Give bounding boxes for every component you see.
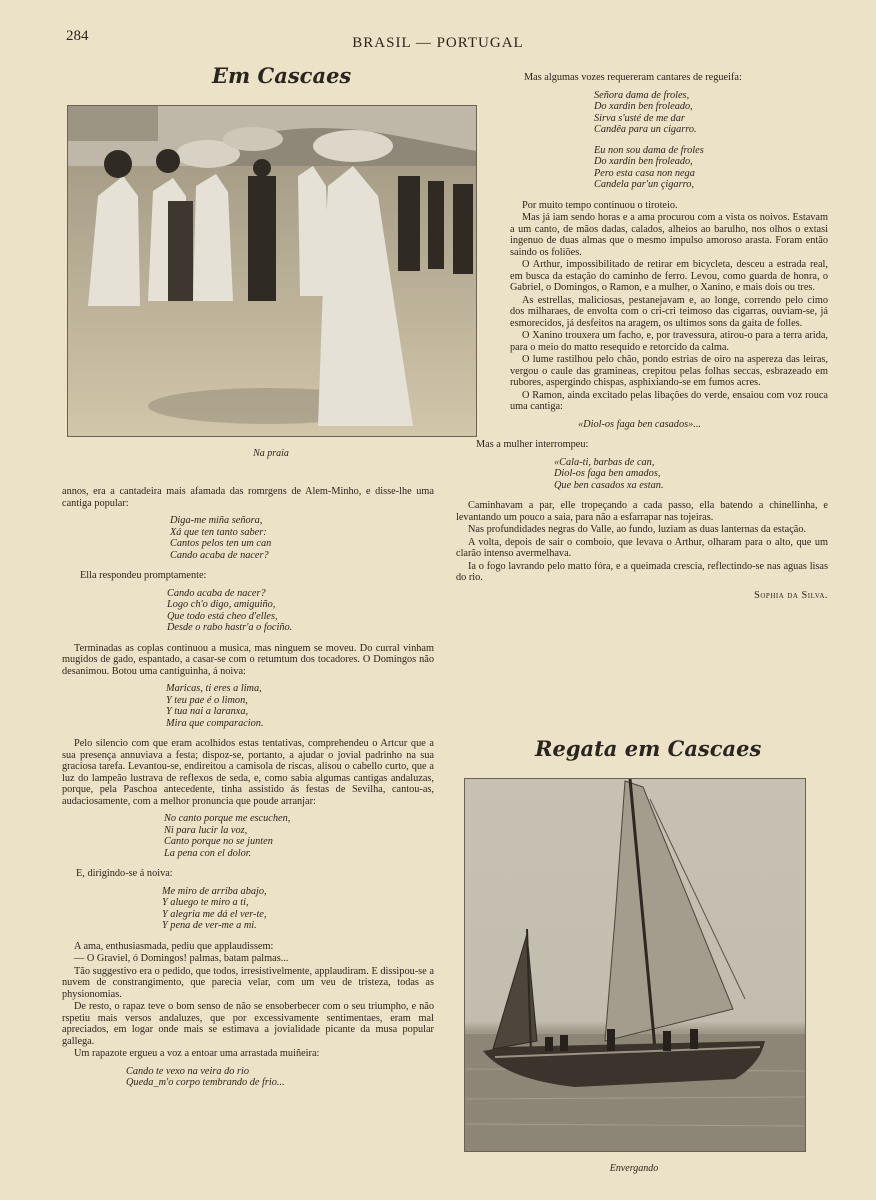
regatta-photo-caption: Envergando bbox=[609, 1163, 659, 1174]
verse-block bbox=[164, 813, 434, 859]
verse-line: Xá que ten tanto saber: bbox=[170, 526, 267, 538]
verse-line: Eu non sou dama de froles bbox=[594, 144, 704, 156]
verse-line: Señora dama de froles, bbox=[594, 89, 690, 101]
verse-line: Diol-os faga ben amados, bbox=[554, 468, 661, 479]
paragraph: O Ramon, ainda excitado pelas libações do verde, ensaiou com voz rouca uma cantiga: bbox=[510, 389, 828, 412]
page-number: 284 bbox=[66, 28, 89, 44]
paragraph: O Xanino trouxera um facho, e, por travessura, atirou-o para a terra arida, para o meio do matto resequido e retorcido da calma. bbox=[510, 330, 828, 353]
verse-line: Maricas, ti eres a lima, bbox=[166, 683, 262, 694]
verse-line: Cando acaba de nacer? bbox=[170, 549, 269, 561]
article-title-em-cascaes: Em Cascaes bbox=[212, 63, 352, 88]
verse-line: Candêa para un cigarro. bbox=[594, 124, 697, 135]
verse-line: No canto porque me escuchen, bbox=[164, 813, 291, 824]
verse-line: Pero esta casa non nega bbox=[594, 167, 695, 179]
verse-line: Do xardin ben froleado, bbox=[594, 101, 693, 112]
verse-line: Ni para lucir la voz, bbox=[164, 824, 248, 836]
verse-line: «Diol-os faga ben casados»... bbox=[578, 418, 701, 430]
sailboat-illustration bbox=[465, 779, 805, 1151]
verse-line: Queda_m'o corpo tembrando de frio... bbox=[126, 1077, 285, 1088]
verse-line: Candela par'un çigarro, bbox=[594, 179, 694, 190]
verse-line: Cantos pelos ten um can bbox=[170, 538, 272, 549]
verse-block bbox=[166, 683, 434, 729]
verse-line: Mira que comparacion. bbox=[166, 717, 264, 729]
verse-block bbox=[554, 457, 828, 492]
verse-line: Desde o rabo hastr'a o fociño. bbox=[167, 622, 293, 633]
paragraph: A volta, depois de sair o comboio, que levava o Arthur, olharam para o alto, que um clarão intenso avermelhava. bbox=[456, 536, 828, 559]
paragraph: Um rapazote ergueu a voz a entoar uma arrastada muiñeira: bbox=[74, 1048, 320, 1059]
verse-block bbox=[594, 90, 828, 136]
verse-line: Do xardin ben froleado, bbox=[594, 156, 693, 167]
beach-photo-illustration bbox=[68, 106, 476, 436]
verse-line: Cando te vexo na veira do rio bbox=[126, 1065, 249, 1077]
verse-line: Y tua nai a laranxa, bbox=[166, 706, 249, 717]
paragraph: Ia o fogo lavrando pelo matto fóra, e a queimada crescia, reflectindo-se nas aguas lisas do rio. bbox=[456, 560, 828, 583]
verse-line: Logo ch'o digo, amiguiño, bbox=[167, 599, 276, 610]
paragraph: Mas já iam sendo horas e a ama procurou com a vista os noivos. Estavam a um canto, de mãos dadas, calados, alheios ao barulho, nos olhos o extasi ingenuo de duas almas que o mesmo impulso amoroso arasta. Foram então saindo os foliões. bbox=[510, 212, 828, 258]
paragraph: As estrellas, maliciosas, pestanejavam e, ao longe, correndo pelo cimo dos milharaes, de envolta com o cri-cri teimoso das cigarras, ouviam-se, já esmorecidos, já desfeitos na aragem, os ultimos sons da gaita de folles. bbox=[510, 294, 828, 329]
beach-photo-caption: Na praia bbox=[253, 448, 289, 459]
verse-line: Y aluego te miro a ti, bbox=[162, 897, 249, 908]
verse-line: Sirva s'usté de me dar bbox=[594, 112, 685, 124]
verse-line: Diga-me miña señora, bbox=[170, 515, 263, 526]
verse-line: Cando acaba de nacer? bbox=[167, 587, 266, 599]
right-column bbox=[456, 72, 828, 601]
paragraph: Caminhavam a par, elle tropeçando a cada passo, ella batendo a chinellinha, e levantando um pouco a saia, para não a esfarrapar nas tojeiras. bbox=[456, 500, 828, 523]
paragraph: O lume rastilhou pelo chão, pondo estrias de oiro na aspereza das leiras, vergou o caule das gramineas, crepitou pelas folhas seccas, esbrazeado em rubores, aspergindo chispas, asphixiando-se em fumos acres. bbox=[510, 354, 828, 388]
paragraph: Mas a mulher interrompeu: bbox=[476, 439, 589, 450]
paragraph: Por muito tempo continuou o tiroteio. bbox=[522, 199, 678, 211]
verse-line: Y alegria me dá el ver-te, bbox=[162, 908, 267, 920]
verse-block bbox=[167, 588, 434, 634]
left-column bbox=[62, 486, 434, 1098]
paragraph: O Arthur, impossibilitado de retirar em bicycleta, desceu a estrada real, em busca da estação do caminho de ferro. Levou, como guarda de honra, o Gabriel, o Domingos, o Ramon, e a mulher, o Xanino, e mais dois ou tres. bbox=[510, 259, 828, 293]
verse-line: Me miro de arriba abajo, bbox=[162, 885, 267, 897]
right-column-body bbox=[510, 200, 828, 413]
verse-block bbox=[594, 145, 828, 191]
paragraph: De resto, o rapaz teve o bom senso de não se ensoberbecer com o seu triumpho, e não rspetiu mais versos andaluzes, que por excessivamente sentimentaes, eram mal apreciados, em logar onde mais se estimava a jovialidade picante da musa popular gallega. bbox=[62, 1001, 434, 1047]
verse-line: «Cala-ti, barbas de can, bbox=[554, 456, 655, 468]
verse-line: Y pena de ver-me a mi. bbox=[162, 920, 257, 931]
verse-block bbox=[162, 886, 434, 932]
running-title: BRASIL — PORTUGAL bbox=[352, 35, 524, 51]
verse-line: Y teu pae é o limon, bbox=[166, 694, 248, 706]
article-signature: Sophia da Silva. bbox=[754, 589, 828, 601]
paragraph: annos, era a cantadeira mais afamada das romrgens de Alem-Minho, e disse-lhe uma cantiga popular: bbox=[62, 486, 434, 509]
verse-line: Que ben casados xa estan. bbox=[554, 479, 664, 491]
paragraph: Terminadas as coplas continuou a musica, mas ninguem se moveu. Do curral vinham mugidos de gado, espantado, a casar-se com o retumtum dos tocadores. O Domingos não desanimou. Botou uma cantiguinha, á noiva: bbox=[62, 642, 434, 677]
verse-block bbox=[170, 515, 434, 561]
verse-line: La pena con el dolor. bbox=[164, 847, 252, 859]
verse-line: Que todo está cheo d'elles, bbox=[167, 610, 278, 622]
paragraph: Ella respondeu promptamente: bbox=[80, 570, 207, 581]
paragraph: A ama, enthusiasmada, pediu que applaudissem: bbox=[74, 940, 274, 952]
verse-block bbox=[126, 1066, 434, 1089]
paragraph: Tão suggestivo era o pedido, que todos, irresistivelmente, applaudiram. E dissipou-se a nuvem de constrangimento, que parecia velar, com um veu de tristeza, todas as physionomias. bbox=[62, 965, 434, 1000]
regatta-photo bbox=[464, 778, 806, 1152]
paragraph: Mas algumas vozes requereram cantares de regueifa: bbox=[524, 72, 742, 83]
paragraph: — O Graviel, ó Domingos! palmas, batam palmas... bbox=[74, 953, 289, 964]
paragraph: Nas profundidades negras do Valle, ao fundo, luziam as duas lanternas da estação. bbox=[468, 524, 807, 535]
verse-line: Canto porque no se junten bbox=[164, 836, 273, 847]
article-title-regata-em-cascaes: Regata em Cascaes bbox=[535, 736, 762, 761]
paragraph: Pelo silencio com que eram acolhidos estas tentativas, comprehendeu o Artcur que a sua presença annuviava a festa; dispoz-se, portanto, a ajudar o jovial padrinho na sua graciosa tarefa. Levantou-se, endireitou a camisola de riscas, alisou o cabello curto, que a luz do lampeão lustrava de reflexos de seda, e, como sabia algumas cantigas andaluzas, porque, pela Paschoa antecedente, tinha assistido ás festas de Sevilha, cantou-as, audaciosamente, com a melhor pronuncia que poude arranjar: bbox=[62, 738, 434, 807]
beach-photo bbox=[67, 105, 477, 437]
paragraph: E, dirigindo-se á noiva: bbox=[76, 868, 173, 879]
verse-block bbox=[578, 419, 828, 431]
